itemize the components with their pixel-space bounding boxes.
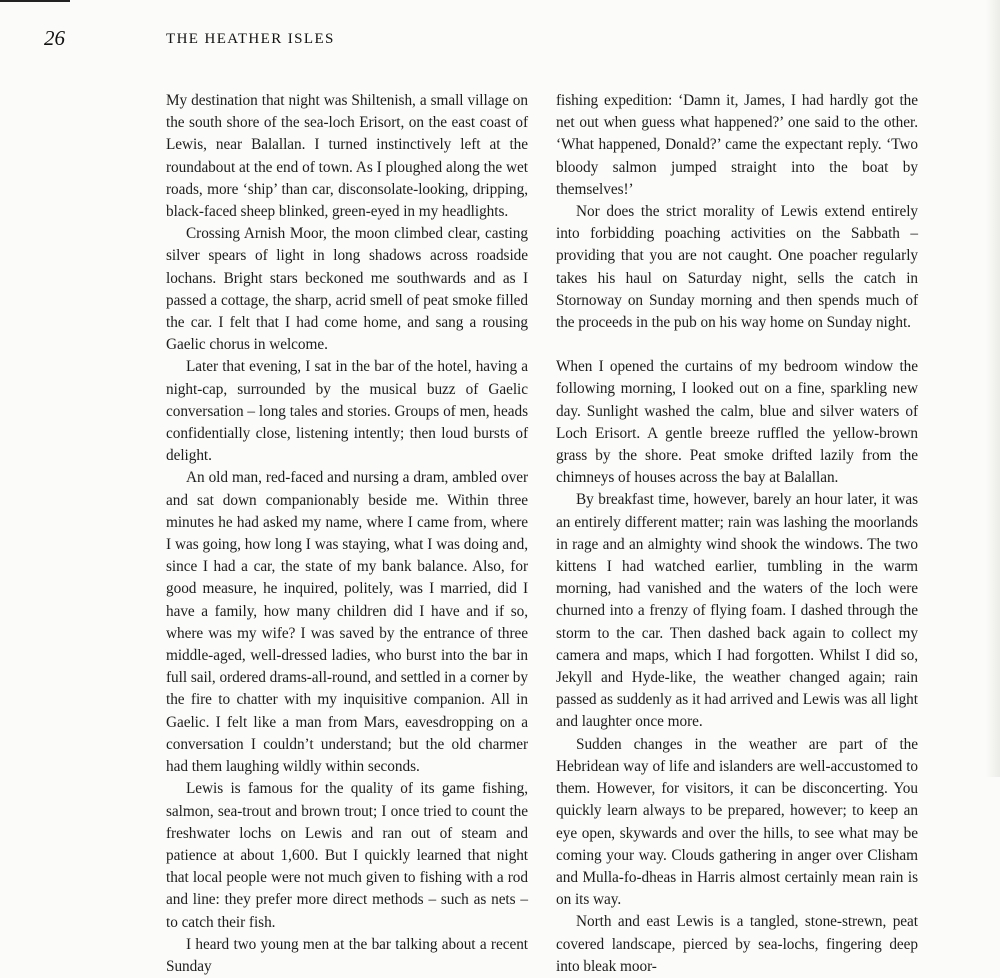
paragraph: Lewis is famous for the quality of its game fishing, salmon, sea-trout and brown trout; I once tried to count the freshwater lochs on Lewis and ran out of steam and patience at about 1,600. But I quickly learned that night that local people were not much given to fishing with a rod and line: they prefer more direct methods – such as nets – to catch their fish. [166,780,528,931]
paragraph: Sudden changes in the weather are part of the Hebridean way of life and islanders are well-accustomed to them. However, for visitors, it can be disconcerting. You quickly learn always to be prepared, however; to keep an eye open, skywards and over the hills, to see what may be coming your way. Clouds gathering in anger over Clisham and Mulla-fo-dheas in Harris almost certainly mean rain is on its way. [556,735,918,909]
running-head: THE HEATHER ISLES [166,31,335,47]
page-edge-shadow [986,0,1000,777]
paragraph: I heard two young men at the bar talking about a recent Sunday [166,935,528,975]
paragraph: fishing expedition: ‘Damn it, James, I had hardly got the net out when guess what happened?’ one said to the other. ‘What happened, Donald?’ came the expectant reply. ‘Two bloody salmon jumped straight into the boat by themselves!’ [556,92,918,198]
right-column [556,90,918,978]
page-number: 26 [44,26,65,50]
section-break [556,334,918,356]
paragraph: When I opened the curtains of my bedroom window the following morning, I looked out on a fine, sparkling new day. Sunlight washed the calm, blue and silver waters of Loch Erisort. A gentle breeze ruffled the yellow-brown grass by the shore. Peat smoke drifted lazily from the chimneys of houses across the bay at Balallan. [556,358,918,487]
left-column [166,90,528,978]
paragraph: Later that evening, I sat in the bar of the hotel, having a night-cap, surrounded by the musical buzz of Gaelic conversation – long tales and stories. Groups of men, heads confidentially close, listening intently; then loud bursts of delight. [166,358,528,465]
paragraph: By breakfast time, however, barely an hour later, it was an entirely different matter; rain was lashing the moorlands in rage and an almighty wind shook the windows. The two kittens I had watched earlier, tumbling in the warm morning, had vanished and the waters of the loch were churned into a frenzy of flying foam. I dashed through the storm to the car. Then dashed back again to collect my camera and maps, which I had forgotten. Whilst I did so, Jekyll and Hyde-like, the weather changed again; rain passed as suddenly as it had arrived and Lewis was all light and laughter once more. [556,491,918,731]
paragraph: An old man, red-faced and nursing a dram, ambled over and sat down companionably beside me. Within three minutes he had asked my name, where I came from, where I was going, how long I was staying, what I was doing and, since I had a car, the state of my bank balance. Also, for good measure, he inquired, politely, was I married, did I have a family, how many children did I have and if so, where was my wife? I was saved by the entrance of three middle-aged, well-dressed ladies, who burst into the bar in full sail, ordered drams-all-round, and settled in a corner by the fire to chatter with my inquisitive companion. All in Gaelic. I felt like a man from Mars, eavesdropping on a conversation I couldn’t understand; but the old charmer had them laughing wildly within seconds. [166,469,528,776]
paragraph: North and east Lewis is a tangled, stone-strewn, peat covered landscape, pierced by sea-lochs, fingering deep into bleak moor- [556,913,918,975]
page-header [0,0,1000,60]
paragraph: Crossing Arnish Moor, the moon climbed clear, casting silver spears of light in long shadows across roadside lochans. Bright stars beckoned me southwards and as I passed a cottage, the sharp, acrid smell of peat smoke filled the car. I felt that I had come home, and sang a rousing Gaelic chorus in welcome. [166,225,528,354]
paragraph: Nor does the strict morality of Lewis extend entirely into forbidding poaching activities on the Sabbath – providing that you are not caught. One poacher regularly takes his haul on Saturday night, sells the catch in Stornoway on Sunday morning and then spends much of the proceeds in the pub on his way home on Sunday night. [556,203,918,332]
paragraph: My destination that night was Shiltenish, a small village on the south shore of the sea-loch Erisort, on the east coast of Lewis, near Balallan. I turned instinctively left at the roundabout at the end of town. As I ploughed along the wet roads, more ‘ship’ than car, disconsolate-looking, dripping, black-faced sheep blinked, green-eyed in my headlights. [166,92,528,221]
